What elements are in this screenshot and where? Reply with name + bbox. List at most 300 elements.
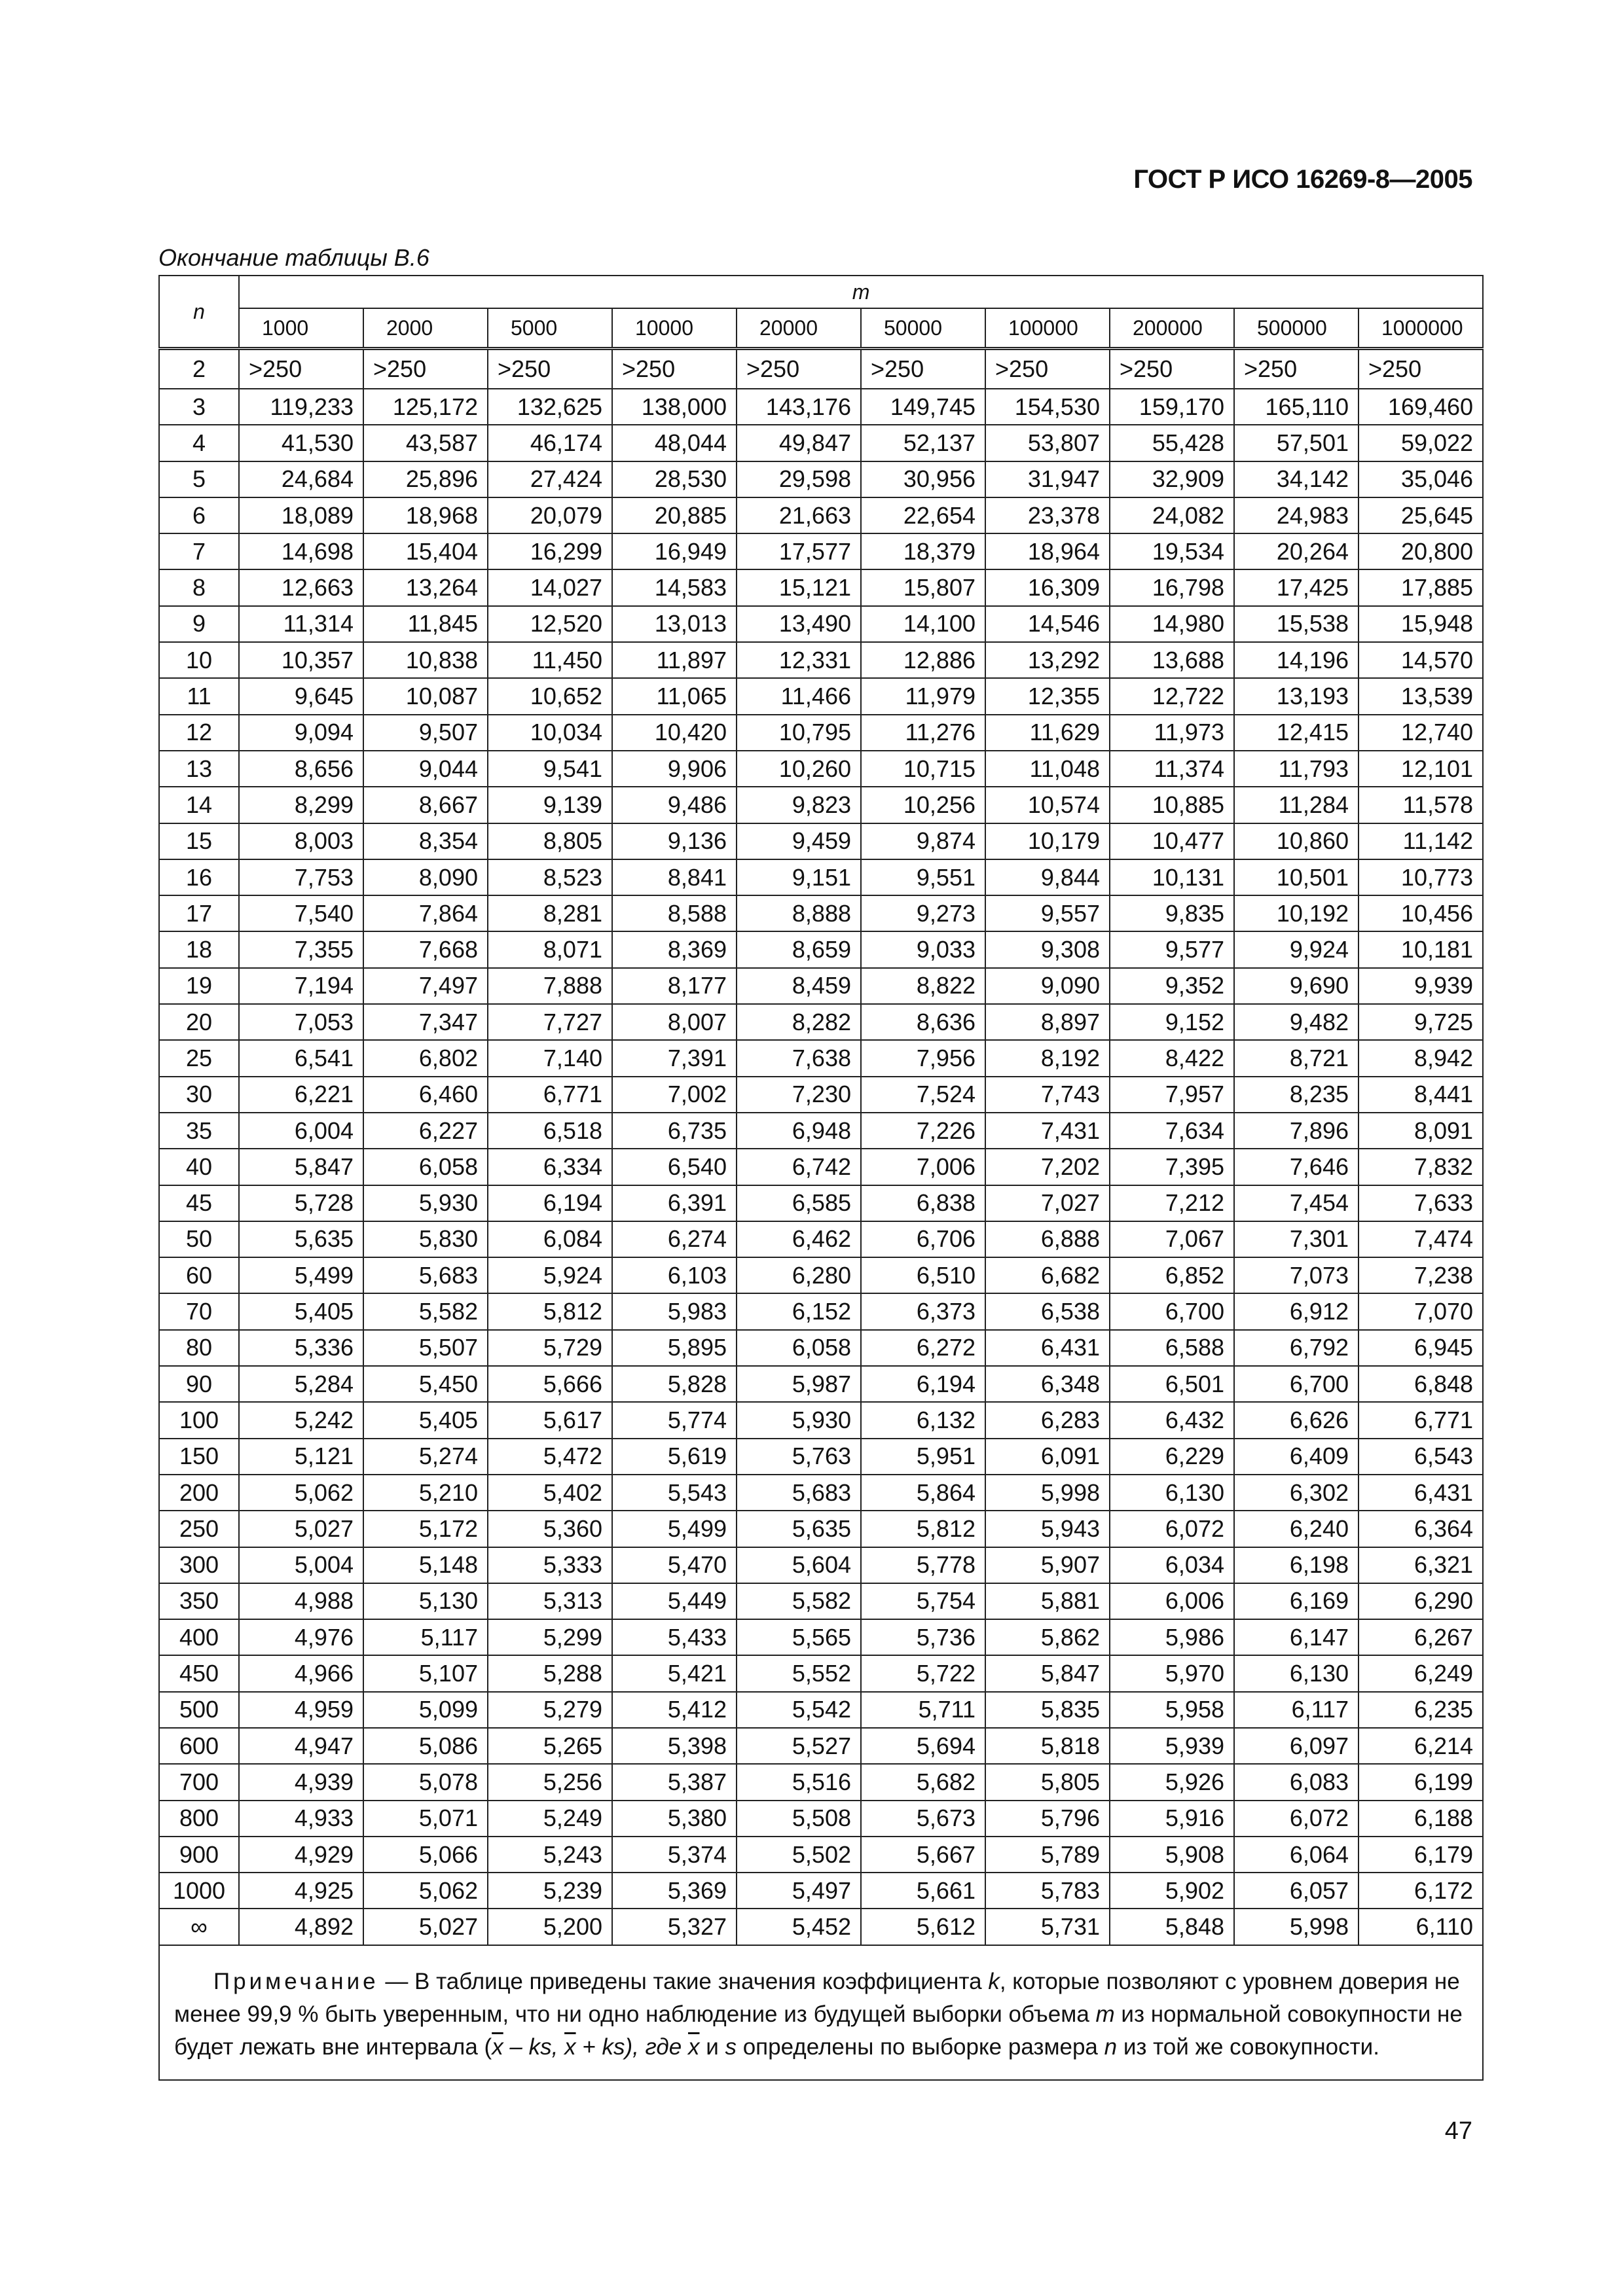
table-cell: 5,612 (861, 1909, 985, 1945)
note-prefix: Примечание (213, 1968, 379, 1994)
table-cell: 14,583 (612, 569, 737, 605)
table-cell: 6,771 (1359, 1402, 1483, 1438)
table-row (159, 1257, 1483, 1293)
table-cell: 11,578 (1359, 787, 1483, 823)
table-cell: 25,645 (1359, 497, 1483, 533)
table-cell: 11,629 (985, 715, 1110, 751)
table-cell: 10,179 (985, 823, 1110, 859)
table-cell: 4,988 (239, 1583, 363, 1619)
column-header-m: 200000 (1110, 308, 1234, 349)
table-cell: 7,638 (737, 1040, 861, 1076)
table-row (159, 1801, 1483, 1837)
note-mean-symbol: $\overline{x}$ (492, 2034, 503, 2060)
table-cell: 13,539 (1359, 678, 1483, 714)
table-row (159, 931, 1483, 967)
table-row (159, 569, 1483, 605)
table-cell: 12,886 (861, 642, 985, 678)
table-cell: 12,355 (985, 678, 1110, 714)
table-cell: 21,663 (737, 497, 861, 533)
table-cell: 20,079 (488, 497, 612, 533)
table-cell: 5,818 (985, 1728, 1110, 1764)
table-row (159, 895, 1483, 931)
table-cell: 5,071 (363, 1801, 488, 1837)
row-n-value: 900 (159, 1837, 239, 1873)
table-cell: 25,896 (363, 461, 488, 497)
table-cell: 5,682 (861, 1764, 985, 1800)
table-cell: 15,807 (861, 569, 985, 605)
table-cell: 13,013 (612, 606, 737, 642)
note-row (159, 1945, 1483, 2080)
table-cell: 159,170 (1110, 389, 1234, 425)
table-cell: 8,071 (488, 931, 612, 967)
column-header-m: 1000000 (1359, 308, 1483, 349)
table-cell: 9,551 (861, 859, 985, 895)
table-cell: 6,198 (1234, 1547, 1359, 1583)
table-cell: 5,983 (612, 1293, 737, 1329)
table-cell: 5,552 (737, 1655, 861, 1691)
table-cell: 10,420 (612, 715, 737, 751)
table-cell: 59,022 (1359, 425, 1483, 461)
row-n-value: 45 (159, 1185, 239, 1221)
table-cell: 138,000 (612, 389, 737, 425)
table-cell: 9,482 (1234, 1004, 1359, 1040)
table-cell: >250 (1234, 349, 1359, 389)
table-cell: 6,771 (488, 1077, 612, 1113)
table-cell: 6,431 (985, 1330, 1110, 1366)
table-cell: 6,682 (985, 1257, 1110, 1293)
table-cell: 5,694 (861, 1728, 985, 1764)
table-cell: 7,896 (1234, 1113, 1359, 1149)
table-cell: 10,181 (1359, 931, 1483, 967)
table-cell: 6,249 (1359, 1655, 1483, 1691)
table-cell: 11,973 (1110, 715, 1234, 751)
table-cell: 12,722 (1110, 678, 1234, 714)
column-header-m: 1000 (239, 308, 363, 349)
table-cell: 125,172 (363, 389, 488, 425)
table-cell: 11,450 (488, 642, 612, 678)
table-cell: 6,432 (1110, 1402, 1234, 1438)
table-cell: 5,499 (612, 1511, 737, 1547)
row-n-value: 14 (159, 787, 239, 823)
table-cell: 5,789 (985, 1837, 1110, 1873)
table-cell: 7,070 (1359, 1293, 1483, 1329)
table-cell: 6,083 (1234, 1764, 1359, 1800)
row-n-value: 700 (159, 1764, 239, 1800)
table-cell: 9,507 (363, 715, 488, 751)
row-n-value: 16 (159, 859, 239, 895)
table-cell: 6,221 (239, 1077, 363, 1113)
table-row (159, 1077, 1483, 1113)
column-header-m: 2000 (363, 308, 488, 349)
header-row-m (159, 276, 1483, 308)
table-cell: 7,230 (737, 1077, 861, 1113)
table-row (159, 1873, 1483, 1909)
table-cell: 5,796 (985, 1801, 1110, 1837)
table-cell: 6,130 (1234, 1655, 1359, 1691)
table-cell: 20,800 (1359, 533, 1483, 569)
table-cell: >250 (612, 349, 737, 389)
table-cell: 5,635 (239, 1221, 363, 1257)
table-cell: 11,142 (1359, 823, 1483, 859)
table-cell: 7,194 (239, 968, 363, 1004)
table-cell: 6,409 (1234, 1439, 1359, 1475)
table-row (159, 1439, 1483, 1475)
row-n-value: 300 (159, 1547, 239, 1583)
table-cell: 5,835 (985, 1692, 1110, 1728)
table-cell: 55,428 (1110, 425, 1234, 461)
table-cell: 14,027 (488, 569, 612, 605)
table-cell: 11,793 (1234, 751, 1359, 787)
note-mean-symbol: $\overline{x}$ (687, 2034, 700, 2060)
table-cell: 8,091 (1359, 1113, 1483, 1149)
table-cell: 6,103 (612, 1257, 737, 1293)
table-cell: 10,477 (1110, 823, 1234, 859)
table-cell: 5,249 (488, 1801, 612, 1837)
table-cell: 13,264 (363, 569, 488, 605)
table-cell: >250 (488, 349, 612, 389)
table-cell: 5,847 (239, 1149, 363, 1185)
note-text-2: , которые позволяют с уровнем доверия не менее 99,9 % быть уверенным, что ни одно наблюдение из будущей выборки объема (174, 1968, 1460, 2027)
table-cell: 7,212 (1110, 1185, 1234, 1221)
table-cell: 4,976 (239, 1619, 363, 1655)
table-cell: 12,101 (1359, 751, 1483, 787)
table-row (159, 497, 1483, 533)
table-cell: 8,422 (1110, 1040, 1234, 1076)
table-row (159, 1004, 1483, 1040)
table-cell: 6,235 (1359, 1692, 1483, 1728)
table-cell: 7,238 (1359, 1257, 1483, 1293)
table-cell: 9,906 (612, 751, 737, 787)
table-cell: 5,027 (363, 1909, 488, 1945)
table-row (159, 1330, 1483, 1366)
table-cell: 9,033 (861, 931, 985, 967)
table-cell: 5,398 (612, 1728, 737, 1764)
table-cell: 5,830 (363, 1221, 488, 1257)
table-row (159, 968, 1483, 1004)
table-cell: 10,087 (363, 678, 488, 714)
table-cell: 5,387 (612, 1764, 737, 1800)
table-cell: 5,661 (861, 1873, 985, 1909)
table-cell: 7,474 (1359, 1221, 1483, 1257)
table-cell: 11,314 (239, 606, 363, 642)
table-cell: 5,210 (363, 1475, 488, 1511)
table-cell: 24,983 (1234, 497, 1359, 533)
table-cell: 13,193 (1234, 678, 1359, 714)
table-cell: 6,117 (1234, 1692, 1359, 1728)
table-cell: 8,667 (363, 787, 488, 823)
table-cell: 8,656 (239, 751, 363, 787)
row-n-value: 250 (159, 1511, 239, 1547)
table-cell: 8,090 (363, 859, 488, 895)
table-cell: 5,421 (612, 1655, 737, 1691)
row-n-value: 6 (159, 497, 239, 533)
table-cell: 12,415 (1234, 715, 1359, 751)
table-cell: 7,957 (1110, 1077, 1234, 1113)
table-row (159, 533, 1483, 569)
table-cell: 5,265 (488, 1728, 612, 1764)
table-cell: 13,688 (1110, 642, 1234, 678)
table-cell: 6,543 (1359, 1439, 1483, 1475)
table-cell: 5,970 (1110, 1655, 1234, 1691)
table-cell: 18,964 (985, 533, 1110, 569)
table-cell: 5,172 (363, 1511, 488, 1547)
table-cell: 7,347 (363, 1004, 488, 1040)
table-cell: 5,754 (861, 1583, 985, 1619)
table-cell: 5,062 (239, 1475, 363, 1511)
table-cell: 4,925 (239, 1873, 363, 1909)
table-cell: 7,073 (1234, 1257, 1359, 1293)
table-cell: 11,845 (363, 606, 488, 642)
table-cell: 5,683 (737, 1475, 861, 1511)
table-cell: 6,431 (1359, 1475, 1483, 1511)
table-cell: 5,926 (1110, 1764, 1234, 1800)
table-cell: 6,229 (1110, 1439, 1234, 1475)
table-cell: 6,321 (1359, 1547, 1483, 1583)
table-cell: >250 (985, 349, 1110, 389)
table-cell: 8,459 (737, 968, 861, 1004)
row-n-value: 17 (159, 895, 239, 931)
table-cell: 5,847 (985, 1655, 1110, 1691)
table-cell: 6,510 (861, 1257, 985, 1293)
table-cell: 4,947 (239, 1728, 363, 1764)
table-cell: 7,753 (239, 859, 363, 895)
table-cell: 11,284 (1234, 787, 1359, 823)
table-cell: 5,604 (737, 1547, 861, 1583)
table-cell: 18,089 (239, 497, 363, 533)
table-cell: 9,044 (363, 751, 488, 787)
table-row (159, 678, 1483, 714)
table-cell: 5,729 (488, 1330, 612, 1366)
column-header-m: 50000 (861, 308, 985, 349)
table-cell: 9,273 (861, 895, 985, 931)
table-cell: 8,299 (239, 787, 363, 823)
table-cell: 7,524 (861, 1077, 985, 1113)
table-cell: 5,673 (861, 1801, 985, 1837)
table-cell: 7,002 (612, 1077, 737, 1113)
table-cell: 5,812 (861, 1511, 985, 1547)
table-cell: 6,460 (363, 1077, 488, 1113)
table-cell: 5,986 (1110, 1619, 1234, 1655)
table-cell: 14,100 (861, 606, 985, 642)
table-cell: 8,523 (488, 859, 612, 895)
table-cell: 5,449 (612, 1583, 737, 1619)
table-cell: 10,715 (861, 751, 985, 787)
table-cell: 16,949 (612, 533, 737, 569)
table-cell: 5,516 (737, 1764, 861, 1800)
table-cell: 5,279 (488, 1692, 612, 1728)
table-cell: 17,577 (737, 533, 861, 569)
row-n-value: 25 (159, 1040, 239, 1076)
table-cell: 6,888 (985, 1221, 1110, 1257)
table-cell: 5,497 (737, 1873, 861, 1909)
note-text-1: — В таблице приведены такие значения коэффициента (378, 1968, 989, 1994)
table-cell: 4,892 (239, 1909, 363, 1945)
table-cell: 8,192 (985, 1040, 1110, 1076)
table-cell: 5,333 (488, 1547, 612, 1583)
table-cell: >250 (363, 349, 488, 389)
table-cell: 6,280 (737, 1257, 861, 1293)
table-cell: 18,968 (363, 497, 488, 533)
table-cell: 30,956 (861, 461, 985, 497)
table-cell: 5,987 (737, 1366, 861, 1402)
table-cell: 16,299 (488, 533, 612, 569)
table-cell: 6,290 (1359, 1583, 1483, 1619)
table-cell: 5,582 (737, 1583, 861, 1619)
table-cell: 5,778 (861, 1547, 985, 1583)
row-n-value: 5 (159, 461, 239, 497)
header-row-columns (159, 308, 1483, 349)
table-cell: 8,942 (1359, 1040, 1483, 1076)
note-symbol-s: s (725, 2034, 737, 2060)
table-cell: 5,256 (488, 1764, 612, 1800)
page-number: 47 (1444, 2117, 1472, 2145)
table-cell: 5,405 (239, 1293, 363, 1329)
table-cell: 10,501 (1234, 859, 1359, 895)
table-cell: 6,585 (737, 1185, 861, 1221)
table-cell: 53,807 (985, 425, 1110, 461)
row-n-value: 90 (159, 1366, 239, 1402)
table-cell: 10,192 (1234, 895, 1359, 931)
table-cell: 6,538 (985, 1293, 1110, 1329)
table-cell: 5,998 (1234, 1909, 1359, 1945)
table-cell: 6,194 (488, 1185, 612, 1221)
table-cell: 6,852 (1110, 1257, 1234, 1293)
table-cell: 5,066 (363, 1837, 488, 1873)
table-cell: 6,373 (861, 1293, 985, 1329)
table-cell: 8,282 (737, 1004, 861, 1040)
table-body (159, 349, 1483, 1945)
table-cell: 6,091 (985, 1439, 1110, 1475)
table-cell: 5,433 (612, 1619, 737, 1655)
table-row (159, 1040, 1483, 1076)
table-cell: 8,721 (1234, 1040, 1359, 1076)
table-cell: 5,731 (985, 1909, 1110, 1945)
table-cell: 8,281 (488, 895, 612, 931)
table-cell: 6,097 (1234, 1728, 1359, 1764)
table-row (159, 787, 1483, 823)
table-cell: 49,847 (737, 425, 861, 461)
table-cell: 9,152 (1110, 1004, 1234, 1040)
note-mean-symbol: $\overline{x}$ (564, 2034, 576, 2060)
table-cell: 10,456 (1359, 895, 1483, 931)
table-caption: Окончание таблицы В.6 (158, 244, 429, 271)
table-cell: 6,735 (612, 1113, 737, 1149)
table-cell: 7,727 (488, 1004, 612, 1040)
table-cell: 5,881 (985, 1583, 1110, 1619)
table-cell: 6,004 (239, 1113, 363, 1149)
table-cell: 10,838 (363, 642, 488, 678)
table-cell: 7,633 (1359, 1185, 1483, 1221)
table-cell: 8,659 (737, 931, 861, 967)
table-cell: 7,140 (488, 1040, 612, 1076)
table-cell: 9,725 (1359, 1004, 1483, 1040)
table-cell: 9,690 (1234, 968, 1359, 1004)
table-cell: 9,835 (1110, 895, 1234, 931)
table-cell: 4,959 (239, 1692, 363, 1728)
table-cell: >250 (239, 349, 363, 389)
table-cell: 12,740 (1359, 715, 1483, 751)
table-cell: 10,357 (239, 642, 363, 678)
table-cell: >250 (737, 349, 861, 389)
table-cell: 10,034 (488, 715, 612, 751)
table-cell: 27,424 (488, 461, 612, 497)
table-cell: 6,169 (1234, 1583, 1359, 1619)
table-cell: 5,902 (1110, 1873, 1234, 1909)
table-row (159, 389, 1483, 425)
table-cell: 10,652 (488, 678, 612, 714)
table-cell: 5,004 (239, 1547, 363, 1583)
table-cell: 9,645 (239, 678, 363, 714)
table-cell: >250 (1110, 349, 1234, 389)
table-cell: 41,530 (239, 425, 363, 461)
column-header-m: 20000 (737, 308, 861, 349)
table-cell: 5,582 (363, 1293, 488, 1329)
table-row (159, 461, 1483, 497)
table-cell: 9,541 (488, 751, 612, 787)
table-cell: 5,470 (612, 1547, 737, 1583)
table-cell: 10,885 (1110, 787, 1234, 823)
table-cell: 6,848 (1359, 1366, 1483, 1402)
table-cell: 20,885 (612, 497, 737, 533)
column-header-m: 100000 (985, 308, 1110, 349)
row-n-value: 100 (159, 1402, 239, 1438)
table-row (159, 1583, 1483, 1619)
row-n-value: 10 (159, 642, 239, 678)
table-cell: 7,395 (1110, 1149, 1234, 1185)
row-n-value: 11 (159, 678, 239, 714)
n-column-header: n (159, 276, 239, 349)
note-text-4: – ks, (503, 2034, 565, 2060)
table-cell: 35,046 (1359, 461, 1483, 497)
table-cell: 6,912 (1234, 1293, 1359, 1329)
table-cell: 8,354 (363, 823, 488, 859)
table-row (159, 1149, 1483, 1185)
row-n-value: 350 (159, 1583, 239, 1619)
table-cell: 6,838 (861, 1185, 985, 1221)
document-standard-header: ГОСТ Р ИСО 16269-8—2005 (1133, 165, 1472, 194)
table-cell: 14,546 (985, 606, 1110, 642)
table-row (159, 425, 1483, 461)
table-cell: 23,378 (985, 497, 1110, 533)
row-n-value: 600 (159, 1728, 239, 1764)
table-cell: 7,540 (239, 895, 363, 931)
table-cell: 9,308 (985, 931, 1110, 967)
note-cell (159, 1945, 1483, 2080)
table-cell: 5,412 (612, 1692, 737, 1728)
table-cell: 5,086 (363, 1728, 488, 1764)
table-cell: 15,538 (1234, 606, 1359, 642)
table-cell: 5,635 (737, 1511, 861, 1547)
table-row (159, 823, 1483, 859)
table-cell: 17,885 (1359, 569, 1483, 605)
row-n-value: 200 (159, 1475, 239, 1511)
table-cell: 5,763 (737, 1439, 861, 1475)
table-cell: 7,301 (1234, 1221, 1359, 1257)
table-cell: 5,148 (363, 1547, 488, 1583)
table-cell: 20,264 (1234, 533, 1359, 569)
table-cell: 9,094 (239, 715, 363, 751)
table-cell: 4,966 (239, 1655, 363, 1691)
row-n-value: 80 (159, 1330, 239, 1366)
table-cell: 24,082 (1110, 497, 1234, 533)
table-cell: 9,139 (488, 787, 612, 823)
table-cell: 5,565 (737, 1619, 861, 1655)
table-cell: 6,274 (612, 1221, 737, 1257)
table-cell: 12,331 (737, 642, 861, 678)
table-cell: 9,874 (861, 823, 985, 859)
table-cell: 7,431 (985, 1113, 1110, 1149)
table-cell: 5,828 (612, 1366, 737, 1402)
